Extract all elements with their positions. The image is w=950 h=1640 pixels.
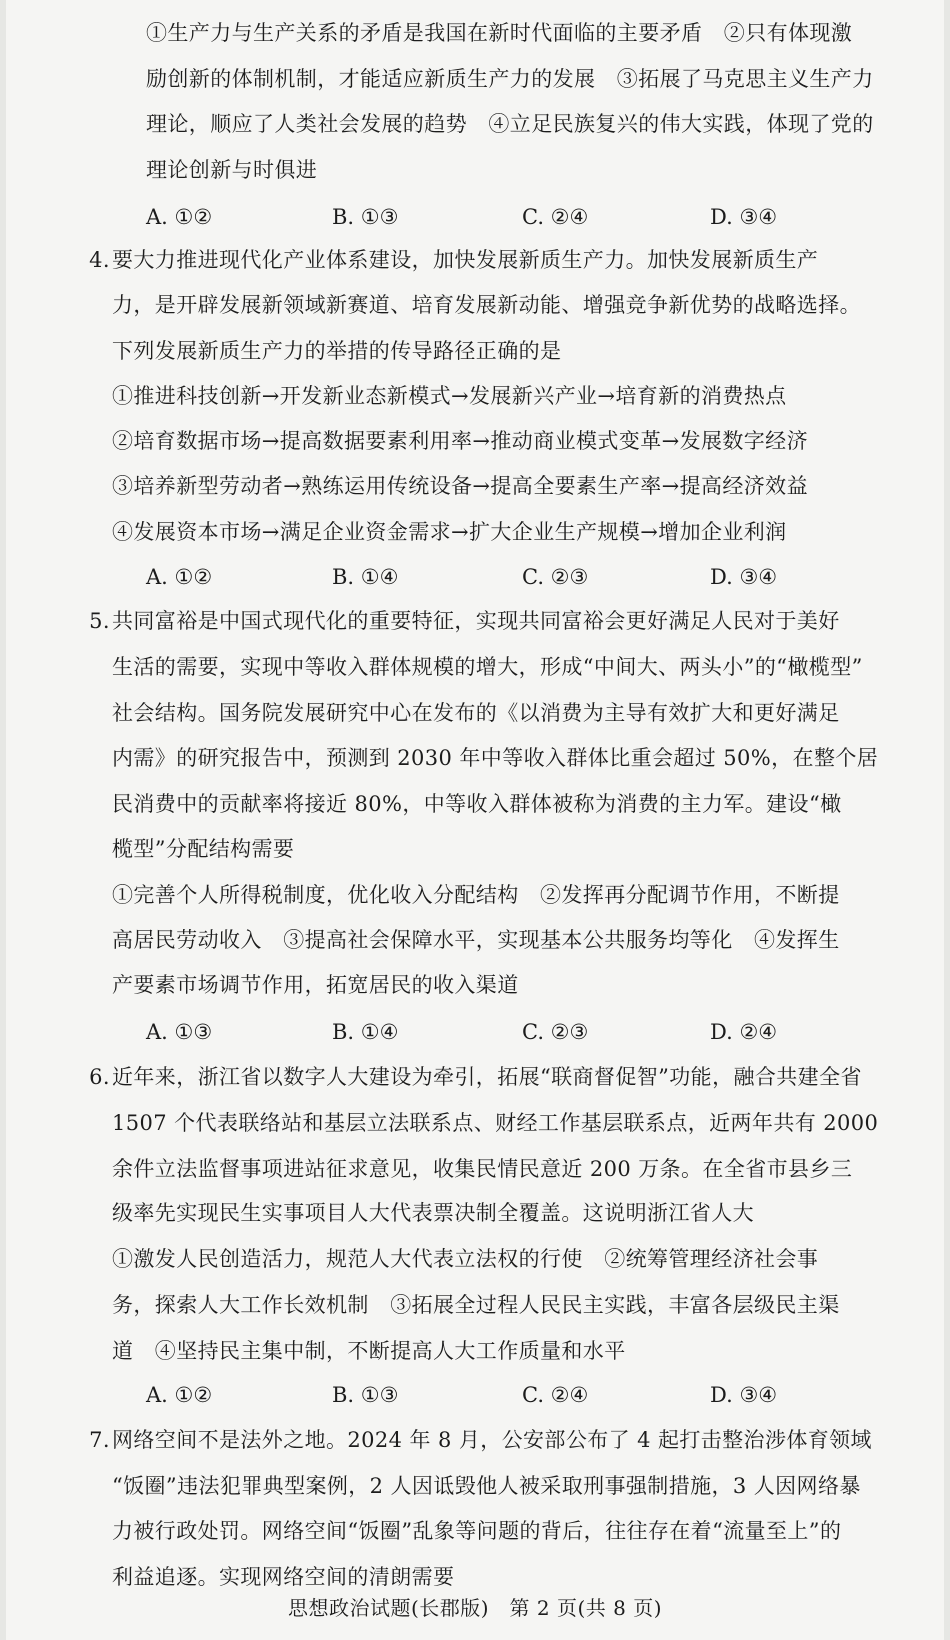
option-c: C. ②③ [522,565,589,589]
question-7-number: 7. [89,1428,110,1452]
question-5-stem-line: 榄型”分配结构需要 [112,837,295,861]
option-a: A. ①② [146,565,213,589]
question-3-statement-line: 励创新的体制机制，才能适应新质生产力的发展 ③拓展了马克思主义生产力 [146,67,874,91]
question-7-stem-line: “饭圈”违法犯罪典型案例，2 人因诋毁他人被采取刑事强制措施，3 人因网络暴 [112,1474,861,1498]
question-6-statement-line: 务，探索人大工作长效机制 ③拓展全过程人民民主实践，丰富各层级民主渠 [112,1293,840,1317]
question-7-stem-line [89,1425,927,1455]
option-d: D. ③④ [710,1383,778,1407]
question-3-statement-line: 理论创新与时俱进 [146,158,318,182]
question-7-stem-text: 网络空间不是法外之地。2024 年 8 月，公安部公布了 4 起打击整治涉体育领域 [112,1428,872,1452]
option-b: B. ①④ [332,565,399,589]
question-6-statement-line: 道 ④坚持民主集中制，不断提高人大工作质量和水平 [112,1339,626,1363]
option-c: C. ②④ [522,1383,589,1407]
question-4-statement-line: ③培养新型劳动者→熟练运用传统设备→提高全要素生产率→提高经济效益 [112,474,808,498]
question-6-options [146,1380,906,1410]
question-4-number: 4. [89,248,110,272]
question-4-stem-line [89,245,927,275]
question-6-stem-line: 余件立法监督事项进站征求意见，收集民情民意近 200 万条。在全省市县乡三 [112,1157,853,1181]
option-d: D. ②④ [710,1020,778,1044]
option-a: A. ①③ [146,1020,213,1044]
question-4-options [146,562,906,592]
page-footer: 思想政治试题(长郡版) 第 2 页(共 8 页) [287,1596,663,1620]
question-5-stem-line: 民消费中的贡献率将接近 80%，中等收入群体被称为消费的主力军。建设“橄 [112,792,842,816]
question-6-stem-text: 近年来，浙江省以数字人大建设为牵引，拓展“联商督促智”功能，融合共建全省 [112,1065,862,1089]
question-3-statement-line: 理论，顺应了人类社会发展的趋势 ④立足民族复兴的伟大实践，体现了党的 [146,112,874,136]
option-a: A. ①② [146,205,213,229]
question-5-options [146,1017,906,1047]
question-4-statement-line: ①推进科技创新→开发新业态新模式→发展新兴产业→培育新的消费热点 [112,384,787,408]
question-5-stem-line: 内需》的研究报告中，预测到 2030 年中等收入群体比重会超过 50%，在整个居 [112,746,879,770]
question-5-stem-line: 生活的需要，实现中等收入群体规模的增大，形成“中间大、两头小”的“橄榄型” [112,655,863,679]
option-d: D. ③④ [710,565,778,589]
question-5-statement-line: 产要素市场调节作用，拓宽居民的收入渠道 [112,973,519,997]
question-4-statement-line: ④发展资本市场→满足企业资金需求→扩大企业生产规模→增加企业利润 [112,520,787,544]
question-5-stem-line: 社会结构。国务院发展研究中心在发布的《以消费为主导有效扩大和更好满足 [112,701,840,725]
question-5-number: 5. [89,609,110,633]
option-c: C. ②③ [522,1020,589,1044]
option-b: B. ①③ [332,1383,399,1407]
question-5-statement-line: ①完善个人所得税制度，优化收入分配结构 ②发挥再分配调节作用，不断提 [112,883,840,907]
question-5-stem-text: 共同富裕是中国式现代化的重要特征，实现共同富裕会更好满足人民对于美好 [112,609,840,633]
page-right-edge [944,0,950,1640]
question-6-stem-line: 1507 个代表联络站和基层立法联系点、财经工作基层联系点，近两年共有 2000 [112,1111,879,1135]
question-6-stem-line [89,1062,927,1092]
question-6-number: 6. [89,1065,110,1089]
option-a: A. ①② [146,1383,213,1407]
question-4-stem-line: 下列发展新质生产力的举措的传导路径正确的是 [112,339,562,363]
question-3-options [146,202,906,232]
question-7-stem-line: 利益追逐。实现网络空间的清朗需要 [112,1565,455,1589]
option-b: B. ①④ [332,1020,399,1044]
option-b: B. ①③ [332,205,399,229]
option-c: C. ②④ [522,205,589,229]
question-4-stem-text: 要大力推进现代化产业体系建设，加快发展新质生产力。加快发展新质生产 [112,248,819,272]
page-left-edge [0,0,6,1640]
option-d: D. ③④ [710,205,778,229]
question-3-statement-line: ①生产力与生产关系的矛盾是我国在新时代面临的主要矛盾 ②只有体现激 [146,21,853,45]
question-5-stem-line [89,606,927,636]
question-7-stem-line: 力被行政处罚。网络空间“饭圈”乱象等问题的背后，往往存在着“流量至上”的 [112,1519,842,1543]
question-5-statement-line: 高居民劳动收入 ③提高社会保障水平，实现基本公共服务均等化 ④发挥生 [112,928,840,952]
question-4-stem-line: 力，是开辟发展新领域新赛道、培育发展新动能、增强竞争新优势的战略选择。 [112,293,861,317]
question-6-statement-line: ①激发人民创造活力，规范人大代表立法权的行使 ②统筹管理经济社会事 [112,1247,819,1271]
question-4-statement-line: ②培育数据市场→提高数据要素利用率→推动商业模式变革→发展数字经济 [112,429,808,453]
question-6-stem-line: 级率先实现民生实事项目人大代表票决制全覆盖。这说明浙江省人大 [112,1201,754,1225]
